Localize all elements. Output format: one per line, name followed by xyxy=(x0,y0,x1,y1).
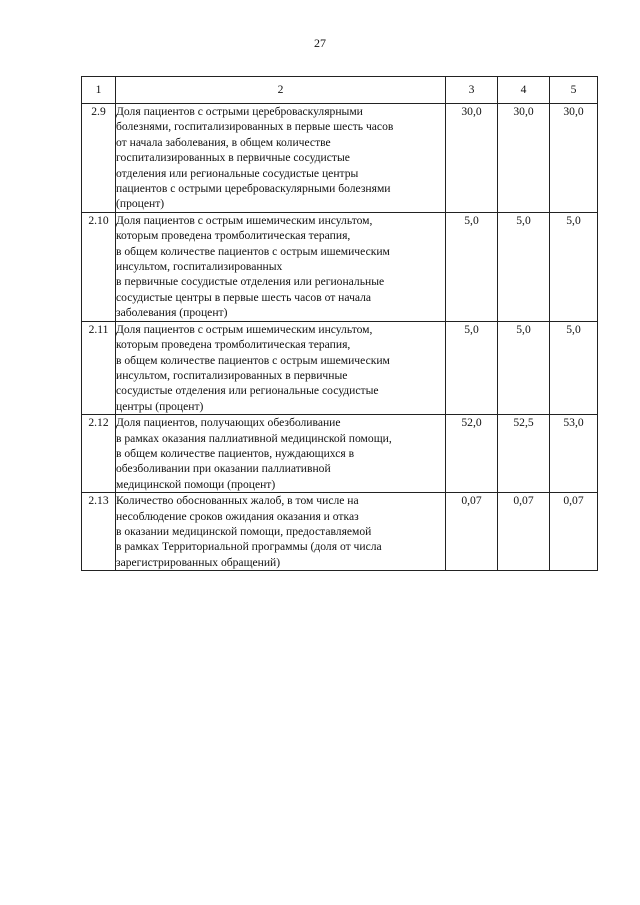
row-number: 2.12 xyxy=(82,415,116,493)
table-row xyxy=(82,493,598,571)
description-line: Количество обоснованных жалоб, в том числе на xyxy=(116,494,359,508)
description-line: пациентов с острыми цереброваскулярными болезнями xyxy=(116,182,391,196)
description-line: Доля пациентов с острым ишемическим инсультом, xyxy=(116,213,373,227)
row-value-col-4: 5,0 xyxy=(498,321,550,414)
row-number: 2.10 xyxy=(82,212,116,321)
row-value-col-4: 0,07 xyxy=(498,493,550,571)
description-line: зарегистрированных обращений) xyxy=(116,555,281,569)
row-number: 2.13 xyxy=(82,493,116,571)
row-description xyxy=(116,104,446,213)
row-value-col-4: 5,0 xyxy=(498,212,550,321)
description-line: сосудистые отделения или региональные сосудистые xyxy=(116,384,379,398)
description-line: заболевания (процент) xyxy=(116,306,228,320)
description-line: несоблюдение сроков ожидания оказания и отказ xyxy=(116,509,359,523)
row-value-col-3: 30,0 xyxy=(446,104,498,213)
row-value-col-4: 52,5 xyxy=(498,415,550,493)
description-line: в общем количестве пациентов, нуждающихся в xyxy=(116,446,355,460)
description-line: от начала заболевания, в общем количестве xyxy=(116,135,331,149)
row-number: 2.11 xyxy=(82,321,116,414)
table-row xyxy=(82,212,598,321)
row-description xyxy=(116,415,446,493)
indicators-table xyxy=(81,76,598,571)
row-description xyxy=(116,321,446,414)
description-line: в рамках оказания паллиативной медицинской помощи, xyxy=(116,431,392,445)
description-line: Доля пациентов с острыми цереброваскулярными xyxy=(116,105,363,118)
description-line: болезнями, госпитализированных в первые шесть часов xyxy=(116,120,394,134)
row-value-col-3: 5,0 xyxy=(446,212,498,321)
table-body xyxy=(82,104,598,571)
column-header-3: 3 xyxy=(446,77,498,104)
row-value-col-5: 30,0 xyxy=(550,104,598,213)
table-header-row xyxy=(82,77,598,104)
row-description xyxy=(116,212,446,321)
description-line: Доля пациентов с острым ишемическим инсультом, xyxy=(116,322,373,336)
row-value-col-3: 0,07 xyxy=(446,493,498,571)
table-row xyxy=(82,104,598,213)
description-line: отделения или региональные сосудистые центры xyxy=(116,166,359,180)
description-line: в общем количестве пациентов с острым ишемическим xyxy=(116,244,390,258)
table-row xyxy=(82,415,598,493)
description-line: в рамках Территориальной программы (доля от числа xyxy=(116,540,382,554)
description-line: сосудистые центры в первые шесть часов от начала xyxy=(116,290,372,304)
table-row xyxy=(82,321,598,414)
row-value-col-5: 53,0 xyxy=(550,415,598,493)
description-line: (процент) xyxy=(116,197,165,211)
row-number: 2.9 xyxy=(82,104,116,213)
row-value-col-5: 0,07 xyxy=(550,493,598,571)
description-line: инсультом, госпитализированных в первичные xyxy=(116,368,348,382)
description-line: в первичные сосудистые отделения или региональные xyxy=(116,275,385,289)
row-value-col-5: 5,0 xyxy=(550,321,598,414)
column-header-1: 1 xyxy=(82,77,116,104)
description-line: центры (процент) xyxy=(116,399,204,413)
description-line: инсультом, госпитализированных xyxy=(116,260,283,274)
row-value-col-4: 30,0 xyxy=(498,104,550,213)
description-line: в оказании медицинской помощи, предоставляемой xyxy=(116,524,372,538)
description-line: обезболивании при оказании паллиативной xyxy=(116,462,331,476)
description-line: госпитализированных в первичные сосудистые xyxy=(116,151,350,165)
column-header-5: 5 xyxy=(550,77,598,104)
description-line: в общем количестве пациентов с острым ишемическим xyxy=(116,353,390,367)
description-line: которым проведена тромболитическая терапия, xyxy=(116,229,351,243)
column-header-2: 2 xyxy=(116,77,446,104)
description-line: Доля пациентов, получающих обезболивание xyxy=(116,416,341,430)
page-number: 27 xyxy=(314,36,326,50)
column-header-4: 4 xyxy=(498,77,550,104)
description-line: которым проведена тромболитическая терапия, xyxy=(116,338,351,352)
row-description xyxy=(116,493,446,571)
description-line: медицинской помощи (процент) xyxy=(116,477,276,491)
row-value-col-3: 52,0 xyxy=(446,415,498,493)
row-value-col-5: 5,0 xyxy=(550,212,598,321)
row-value-col-3: 5,0 xyxy=(446,321,498,414)
